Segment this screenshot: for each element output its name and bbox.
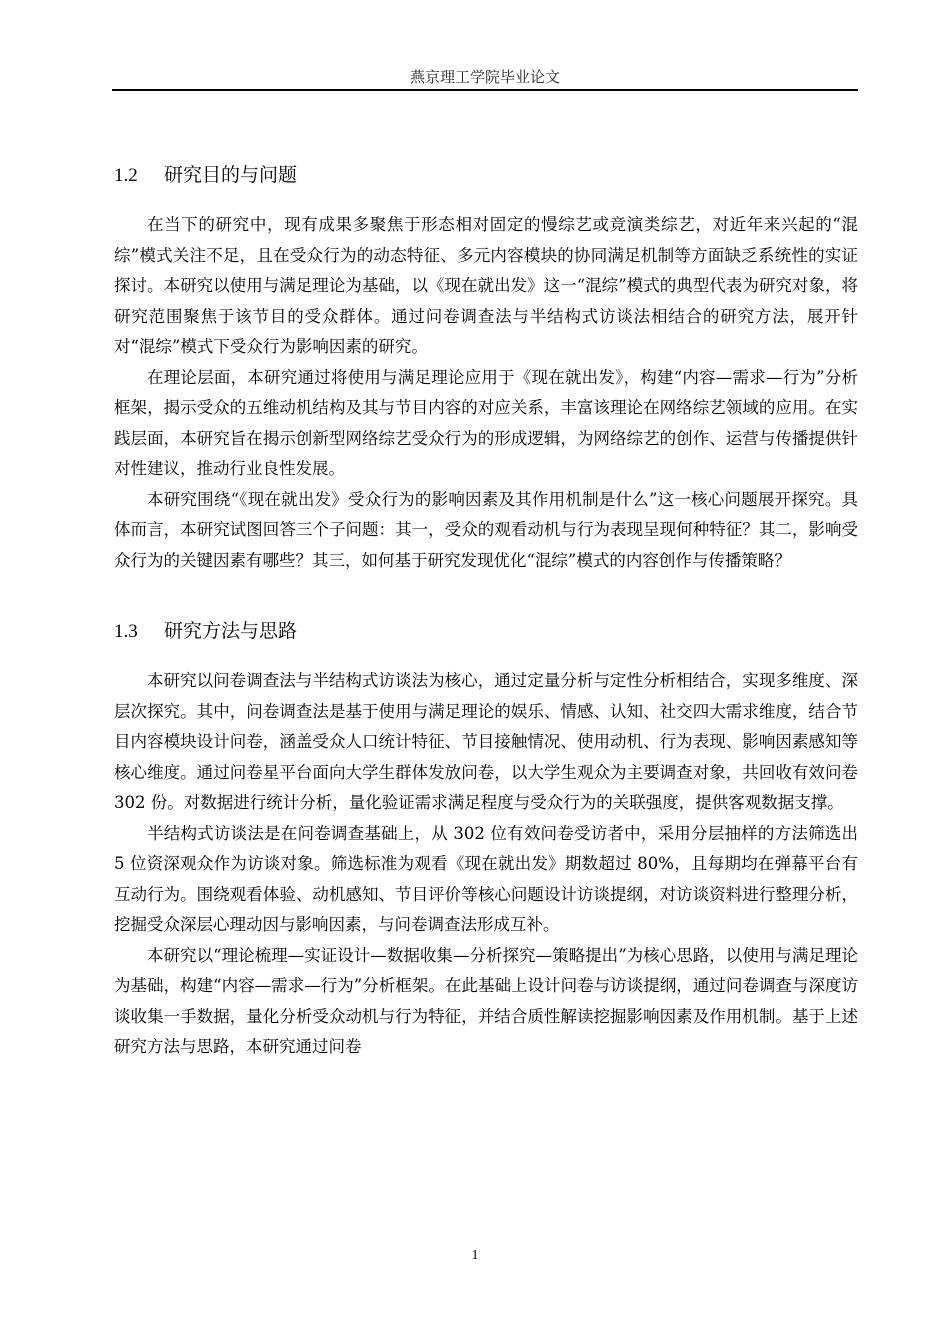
page-number: 1 (471, 1248, 479, 1263)
section-number: 1.2 (114, 165, 138, 186)
header-rule (112, 89, 858, 91)
page-body (114, 150, 858, 1063)
running-header: 燕京理工学院毕业论文 (409, 68, 560, 86)
section-heading-1-3 (114, 606, 858, 656)
paragraph: 在当下的研究中，现有成果多聚焦于形态相对固定的慢综艺或竞演类综艺，对近年来兴起的“混综”模式关注不足，且在受众行为的动态特征、多元内容模块的协同满足机制等方面缺乏系统性的实证探讨。本研究以使用与满足理论为基础，以《现在就出发》这一“混综”模式的典型代表为研究对象，将研究范围聚焦于该节目的受众群体。通过问卷调查法与半结构式访谈法相结合的研究方法，展开针对“混综”模式下受众行为影响因素的研究。 (114, 215, 858, 356)
paragraph: 本研究以问卷调查法与半结构式访谈法为核心，通过定量分析与定性分析相结合，实现多维度、深层次探究。其中，问卷调查法是基于使用与满足理论的娱乐、情感、认知、社交四大需求维度，结合节目内容模块设计问卷，涵盖受众人口统计特征、节目接触情况、使用动机、行为表现、影响因素感知等核心维度。通过问卷星平台面向大学生群体发放问卷，以大学生观众为主要调查对象，共回收有效问卷 302 份。对数据进行统计分析，量化验证需求满足程度与受众行为的关联强度，提供客观数据支撑。 (114, 671, 858, 812)
section-title: 研究方法与思路 (164, 620, 298, 642)
paragraph: 本研究以“理论梳理—实证设计—数据收集—分析探究—策略提出”为核心思路，以使用与满足理论为基础，构建“内容—需求—行为”分析框架。在此基础上设计问卷与访谈提纲，通过问卷调查与深度访谈收集一手数据，量化分析受众动机与行为特征，并结合质性解读挖掘影响因素及作用机制。基于上述研究方法与思路，本研究通过问卷 (114, 945, 858, 1056)
section-heading-1-2 (114, 150, 858, 200)
paragraph: 本研究围绕“《现在就出发》受众行为的影响因素及其作用机制是什么”这一核心问题展开探究。具体而言，本研究试图回答三个子问题：其一，受众的观看动机与行为表现呈现何种特征？其二，影响受众行为的关键因素有哪些？其三，如何基于研究发现优化“混综”模式的内容创作与传播策略？ (114, 489, 858, 570)
paragraph: 半结构式访谈法是在问卷调查基础上，从 302 位有效问卷受访者中，采用分层抽样的方法筛选出 5 位资深观众作为访谈对象。筛选标准为观看《现在就出发》期数超过 80%，且每期均在弹幕平台有互动行为。围绕观看体验、动机感知、节目评价等核心问题设计访谈提纲，对访谈资料进行整理分析，挖掘受众深层心理动因与影响因素，与问卷调查法形成互补。 (114, 823, 858, 934)
section-spacer (114, 576, 858, 606)
section-title: 研究目的与问题 (164, 164, 298, 186)
paragraph: 在理论层面，本研究通过将使用与满足理论应用于《现在就出发》，构建“内容—需求—行为”分析框架，揭示受众的五维动机结构及其与节目内容的对应关系，丰富该理论在网络综艺领域的应用。在实践层面，本研究旨在揭示创新型网络综艺受众行为的形成逻辑，为网络综艺的创作、运营与传播提供针对性建议，推动行业良性发展。 (114, 367, 858, 478)
section-number: 1.3 (114, 621, 138, 642)
